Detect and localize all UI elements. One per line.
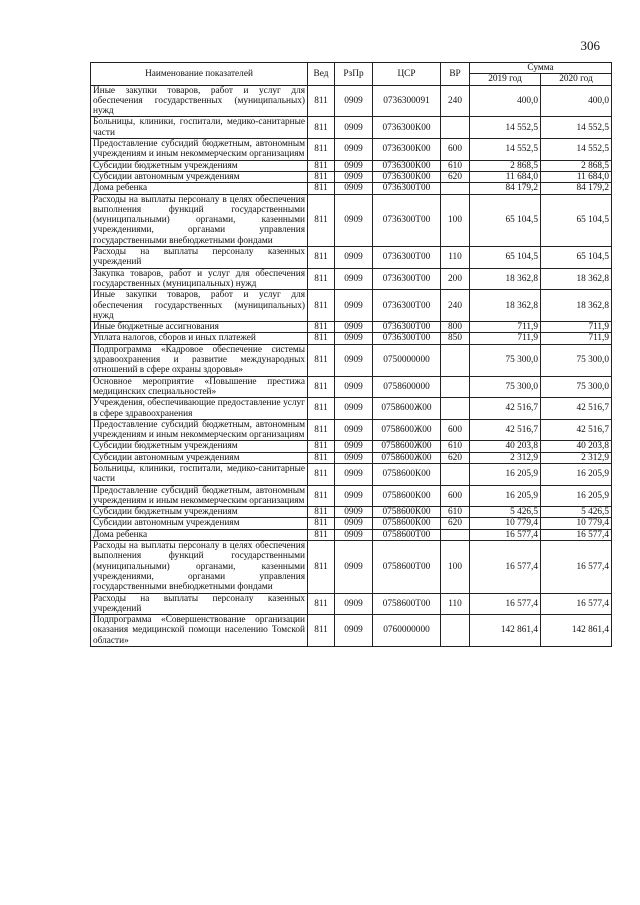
row-name: Субсидии бюджетным учреждениям	[91, 160, 308, 171]
row-rzpr: 0909	[335, 615, 373, 647]
row-rzpr: 0909	[335, 290, 373, 322]
row-name: Больницы, клиники, госпитали, медико-санитарные части	[91, 117, 308, 139]
row-rzpr: 0909	[335, 463, 373, 485]
row-name: Закупка товаров, работ и услуг для обеспечения государственных (муниципальных) нужд	[91, 268, 308, 290]
table-row	[91, 139, 612, 161]
row-rzpr: 0909	[335, 541, 373, 593]
row-name: Дома ребенка	[91, 183, 308, 194]
row-amount-2020: 5 426,5	[541, 507, 612, 518]
row-ved: 811	[308, 183, 335, 194]
row-rzpr: 0909	[335, 529, 373, 540]
table-row	[91, 463, 612, 485]
row-amount-2020: 16 577,4	[541, 529, 612, 540]
row-csr: 0736300091	[373, 85, 441, 117]
row-rzpr: 0909	[335, 85, 373, 117]
row-amount-2019: 84 179,2	[470, 183, 541, 194]
budget-table	[90, 62, 612, 647]
header-year-2020: 2020 год	[541, 74, 612, 85]
row-amount-2019: 2 868,5	[470, 160, 541, 171]
row-amount-2019: 16 205,9	[470, 463, 541, 485]
row-name: Иные закупки товаров, работ и услуг для обеспечения государственных (муниципальных) нужд	[91, 85, 308, 117]
row-csr: 0758600Ж00	[373, 441, 441, 452]
row-amount-2020: 18 362,8	[541, 290, 612, 322]
table-row	[91, 333, 612, 344]
row-vr	[441, 344, 470, 376]
row-ved: 811	[308, 441, 335, 452]
row-name: Субсидии автономным учреждениям	[91, 518, 308, 529]
table-row	[91, 160, 612, 171]
row-csr: 0736300К00	[373, 171, 441, 182]
row-amount-2020: 711,9	[541, 333, 612, 344]
table-row	[91, 452, 612, 463]
row-csr: 0736300Т00	[373, 194, 441, 246]
row-amount-2019: 18 362,8	[470, 268, 541, 290]
row-rzpr: 0909	[335, 160, 373, 171]
row-amount-2020: 40 203,8	[541, 441, 612, 452]
header-csr: ЦСР	[373, 63, 441, 86]
row-ved: 811	[308, 322, 335, 333]
table-row	[91, 117, 612, 139]
row-ved: 811	[308, 194, 335, 246]
row-ved: 811	[308, 518, 335, 529]
header-year-2019: 2019 год	[470, 74, 541, 85]
table-row	[91, 247, 612, 269]
row-amount-2020: 16 205,9	[541, 463, 612, 485]
table-row	[91, 85, 612, 117]
row-vr: 610	[441, 507, 470, 518]
row-ved: 811	[308, 160, 335, 171]
row-rzpr: 0909	[335, 507, 373, 518]
row-ved: 811	[308, 452, 335, 463]
row-rzpr: 0909	[335, 247, 373, 269]
table-row	[91, 344, 612, 376]
row-rzpr: 0909	[335, 376, 373, 398]
row-amount-2020: 711,9	[541, 322, 612, 333]
table-body	[91, 85, 612, 646]
row-amount-2020: 75 300,0	[541, 344, 612, 376]
row-ved: 811	[308, 419, 335, 441]
row-name: Подпрограмма «Совершенствование организации оказания медицинской помощи населению Томской области»	[91, 615, 308, 647]
row-vr	[441, 398, 470, 420]
row-rzpr: 0909	[335, 268, 373, 290]
row-csr: 0736300К00	[373, 117, 441, 139]
row-csr: 0736300Т00	[373, 183, 441, 194]
row-ved: 811	[308, 117, 335, 139]
row-amount-2020: 14 552,5	[541, 139, 612, 161]
row-vr: 620	[441, 452, 470, 463]
row-amount-2019: 14 552,5	[470, 139, 541, 161]
row-amount-2019: 42 516,7	[470, 419, 541, 441]
row-amount-2019: 16 577,4	[470, 541, 541, 593]
row-name: Иные бюджетные ассигнования	[91, 322, 308, 333]
page-number: 306	[580, 38, 600, 53]
row-rzpr: 0909	[335, 183, 373, 194]
row-amount-2020: 16 577,4	[541, 541, 612, 593]
row-csr: 0750000000	[373, 344, 441, 376]
row-name: Субсидии бюджетным учреждениям	[91, 441, 308, 452]
row-amount-2019: 400,0	[470, 85, 541, 117]
table-row	[91, 419, 612, 441]
row-vr	[441, 615, 470, 647]
row-rzpr: 0909	[335, 139, 373, 161]
row-amount-2019: 18 362,8	[470, 290, 541, 322]
row-amount-2019: 16 205,9	[470, 485, 541, 507]
row-amount-2019: 75 300,0	[470, 344, 541, 376]
row-amount-2020: 75 300,0	[541, 376, 612, 398]
header-sum: Сумма	[470, 63, 612, 74]
row-ved: 811	[308, 507, 335, 518]
row-rzpr: 0909	[335, 322, 373, 333]
table-row	[91, 290, 612, 322]
row-ved: 811	[308, 485, 335, 507]
row-name: Расходы на выплаты персоналу в целях обеспечения выполнения функций государственными (муниципальными) органами, казенными учреждениями, органами управления государственными внебюджетными фондами	[91, 541, 308, 593]
row-rzpr: 0909	[335, 117, 373, 139]
row-amount-2020: 42 516,7	[541, 419, 612, 441]
row-amount-2019: 11 684,0	[470, 171, 541, 182]
row-name: Учреждения, обеспечивающие предоставление услуг в сфере здравоохранения	[91, 398, 308, 420]
row-name: Субсидии автономным учреждениям	[91, 452, 308, 463]
row-name: Предоставление субсидий бюджетным, автономным учреждениям и иным некоммерческим организациям	[91, 485, 308, 507]
row-rzpr: 0909	[335, 398, 373, 420]
row-vr	[441, 529, 470, 540]
row-ved: 811	[308, 85, 335, 117]
table-row	[91, 615, 612, 647]
row-rzpr: 0909	[335, 333, 373, 344]
row-amount-2020: 16 577,4	[541, 593, 612, 615]
row-csr: 0758600К00	[373, 463, 441, 485]
header-name: Наименование показателей	[91, 63, 308, 86]
row-amount-2020: 16 205,9	[541, 485, 612, 507]
row-amount-2019: 16 577,4	[470, 593, 541, 615]
table-row	[91, 541, 612, 593]
row-ved: 811	[308, 529, 335, 540]
row-amount-2020: 10 779,4	[541, 518, 612, 529]
row-csr: 0758600Т00	[373, 541, 441, 593]
row-name: Расходы на выплаты персоналу в целях обеспечения выполнения функций государственными (муниципальными) органами, казенными учреждениями, органами управления государственными внебюджетными фондами	[91, 194, 308, 246]
row-amount-2019: 142 861,4	[470, 615, 541, 647]
row-vr	[441, 183, 470, 194]
row-csr: 0758600Ж00	[373, 452, 441, 463]
row-csr: 0758600000	[373, 376, 441, 398]
row-rzpr: 0909	[335, 452, 373, 463]
row-ved: 811	[308, 247, 335, 269]
table-row	[91, 376, 612, 398]
row-vr: 110	[441, 593, 470, 615]
row-csr: 0758600К00	[373, 507, 441, 518]
row-ved: 811	[308, 344, 335, 376]
row-amount-2019: 42 516,7	[470, 398, 541, 420]
row-amount-2020: 400,0	[541, 85, 612, 117]
row-ved: 811	[308, 171, 335, 182]
row-vr	[441, 463, 470, 485]
row-csr: 0736300Т00	[373, 290, 441, 322]
row-amount-2020: 42 516,7	[541, 398, 612, 420]
row-name: Основное мероприятие «Повышение престижа медицинских специальностей»	[91, 376, 308, 398]
row-amount-2019: 16 577,4	[470, 529, 541, 540]
table-header	[91, 63, 612, 86]
row-amount-2019: 711,9	[470, 333, 541, 344]
row-ved: 811	[308, 398, 335, 420]
row-csr: 0760000000	[373, 615, 441, 647]
table-row	[91, 485, 612, 507]
row-amount-2019: 40 203,8	[470, 441, 541, 452]
row-ved: 811	[308, 139, 335, 161]
row-csr: 0758600Ж00	[373, 398, 441, 420]
row-vr: 240	[441, 290, 470, 322]
row-ved: 811	[308, 290, 335, 322]
row-amount-2020: 84 179,2	[541, 183, 612, 194]
row-ved: 811	[308, 541, 335, 593]
row-amount-2019: 65 104,5	[470, 247, 541, 269]
table-row	[91, 507, 612, 518]
row-rzpr: 0909	[335, 593, 373, 615]
row-rzpr: 0909	[335, 171, 373, 182]
row-name: Расходы на выплаты персоналу казенных учреждений	[91, 247, 308, 269]
row-amount-2019: 5 426,5	[470, 507, 541, 518]
row-vr: 600	[441, 139, 470, 161]
row-vr: 200	[441, 268, 470, 290]
row-amount-2020: 2 868,5	[541, 160, 612, 171]
row-csr: 0736300Т00	[373, 322, 441, 333]
table-row	[91, 268, 612, 290]
row-amount-2020: 65 104,5	[541, 194, 612, 246]
row-vr: 600	[441, 419, 470, 441]
row-csr: 0736300К00	[373, 160, 441, 171]
row-csr: 0758600Ж00	[373, 419, 441, 441]
row-vr: 610	[441, 160, 470, 171]
row-csr: 0758600К00	[373, 518, 441, 529]
table-row	[91, 322, 612, 333]
row-csr: 0758600К00	[373, 485, 441, 507]
row-amount-2020: 11 684,0	[541, 171, 612, 182]
row-ved: 811	[308, 615, 335, 647]
row-name: Дома ребенка	[91, 529, 308, 540]
row-rzpr: 0909	[335, 344, 373, 376]
row-vr: 240	[441, 85, 470, 117]
table-row	[91, 194, 612, 246]
row-name: Иные закупки товаров, работ и услуг для обеспечения государственных (муниципальных) нужд	[91, 290, 308, 322]
header-ved: Вед	[308, 63, 335, 86]
row-name: Расходы на выплаты персоналу казенных учреждений	[91, 593, 308, 615]
row-rzpr: 0909	[335, 441, 373, 452]
row-name: Уплата налогов, сборов и иных платежей	[91, 333, 308, 344]
table-row	[91, 441, 612, 452]
row-vr: 100	[441, 194, 470, 246]
row-name: Предоставление субсидий бюджетным, автономным учреждениям и иным некоммерческим организациям	[91, 419, 308, 441]
row-name: Больницы, клиники, госпитали, медико-санитарные части	[91, 463, 308, 485]
row-vr: 100	[441, 541, 470, 593]
table-row	[91, 171, 612, 182]
header-rzpr: РзПр	[335, 63, 373, 86]
header-vr: ВР	[441, 63, 470, 86]
row-vr: 110	[441, 247, 470, 269]
row-vr: 600	[441, 485, 470, 507]
row-csr: 0736300К00	[373, 139, 441, 161]
table-row	[91, 529, 612, 540]
row-amount-2019: 10 779,4	[470, 518, 541, 529]
row-amount-2019: 14 552,5	[470, 117, 541, 139]
row-rzpr: 0909	[335, 194, 373, 246]
row-amount-2019: 711,9	[470, 322, 541, 333]
row-ved: 811	[308, 268, 335, 290]
row-amount-2020: 65 104,5	[541, 247, 612, 269]
row-ved: 811	[308, 333, 335, 344]
row-ved: 811	[308, 463, 335, 485]
table-row	[91, 518, 612, 529]
row-ved: 811	[308, 376, 335, 398]
row-vr	[441, 117, 470, 139]
row-rzpr: 0909	[335, 485, 373, 507]
row-name: Субсидии бюджетным учреждениям	[91, 507, 308, 518]
row-csr: 0758600Т00	[373, 593, 441, 615]
row-amount-2020: 14 552,5	[541, 117, 612, 139]
row-vr: 800	[441, 322, 470, 333]
row-amount-2020: 2 312,9	[541, 452, 612, 463]
row-rzpr: 0909	[335, 518, 373, 529]
row-amount-2020: 142 861,4	[541, 615, 612, 647]
row-name: Предоставление субсидий бюджетным, автономным учреждениям и иным некоммерческим организациям	[91, 139, 308, 161]
row-csr: 0736300Т00	[373, 268, 441, 290]
row-csr: 0736300Т00	[373, 247, 441, 269]
row-name: Подпрограмма «Кадровое обеспечение системы здравоохранения и развитие международных отношений в сфере охраны здоровья»	[91, 344, 308, 376]
table-row	[91, 183, 612, 194]
row-amount-2020: 18 362,8	[541, 268, 612, 290]
row-amount-2019: 65 104,5	[470, 194, 541, 246]
table-row	[91, 398, 612, 420]
row-rzpr: 0909	[335, 419, 373, 441]
row-name: Субсидии автономным учреждениям	[91, 171, 308, 182]
row-vr: 620	[441, 171, 470, 182]
row-vr: 610	[441, 441, 470, 452]
table-row	[91, 593, 612, 615]
row-vr	[441, 376, 470, 398]
row-vr: 850	[441, 333, 470, 344]
row-vr: 620	[441, 518, 470, 529]
row-amount-2019: 75 300,0	[470, 376, 541, 398]
row-ved: 811	[308, 593, 335, 615]
row-csr: 0736300Т00	[373, 333, 441, 344]
row-csr: 0758600Т00	[373, 529, 441, 540]
row-amount-2019: 2 312,9	[470, 452, 541, 463]
